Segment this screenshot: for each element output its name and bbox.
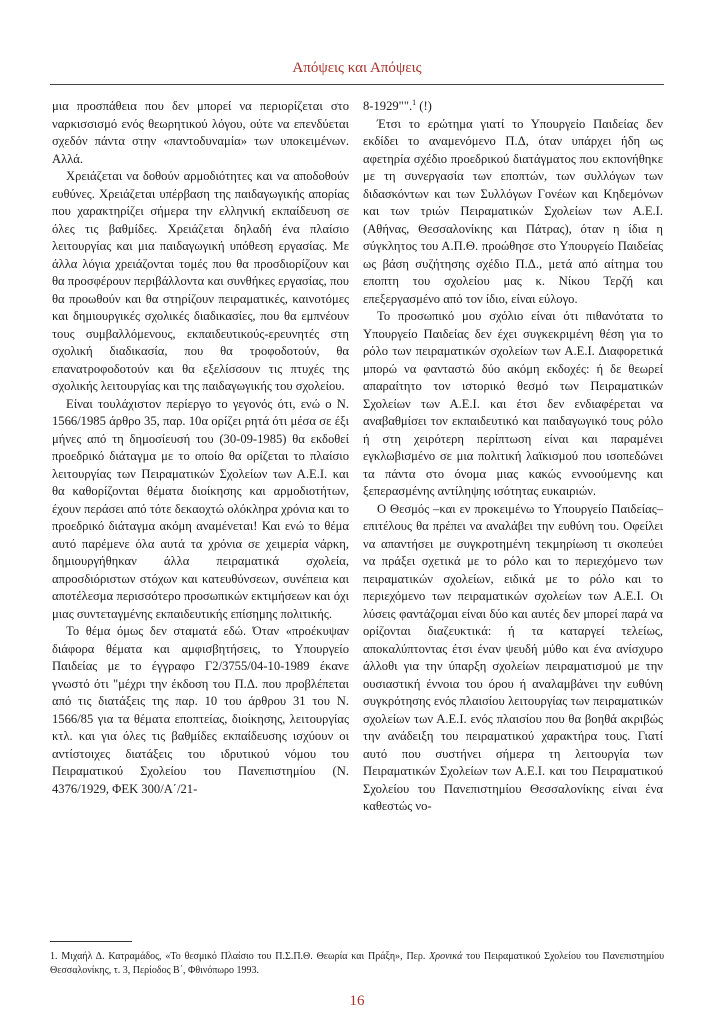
footnote-marker: 1 [412, 97, 417, 107]
footnote-author: Μιχαήλ Δ. Κατραμάδος, [61, 951, 162, 962]
paragraph: Το προσωπικό μου σχόλιο είναι ότι πιθανότατα το Υπουργείο Παιδείας δεν έχει συγκεκριμένη θέση για το ρόλο των πειραματικών σχολείων των Α.Ε.Ι. Διαφορετικά μπορώ να φανταστώ δύο ακόμη εκδοχές: ή δε θεωρεί απαραίτητο τον ιστορικό θεσμό των Πειραματικών Σχολείων των Α.Ε.Ι. και έτσι δεν ενδιαφέρεται να αναβαθμίσει τον εκπαιδευτικό και παιδαγωγικό τους ρόλο ή στη χειρότερη περίπτωση είναι και παραμένει εγκλωβισμένο σε μια πολιτική λαϊκισμού που ισοπεδώνει τα πάντα στο όνομα μιας κακώς εννοούμενης και ξεπερασμένης αντίληψης ισότητας ευκαιριών. [363, 309, 663, 498]
paragraph: μια προσπάθεια που δεν μπορεί να περιορίζεται στο ναρκισσισμό ενός θεωρητικού λόγου, ούτε να επενδύεται σχεδόν πάντα στην «παντοδυναμία» των υποκειμένων. Αλλά. [52, 99, 349, 166]
footnote-number: 1. [50, 951, 58, 962]
right-column [363, 98, 663, 816]
paragraph: Ο Θεσμός –και εν προκειμένω το Υπουργείο Παιδείας– επιτέλους θα πρέπει να αναλάβει την ευθύνη του. Οφείλει να απαντήσει με συγκροτημένη τεκμηρίωση τι σκοπεύει να πράξει σχετικά με το ρόλο και το περιεχόμενο των πειραματικών σχολείων, ειδικά με το ρόλο και το περιεχόμενο των πειραματικών σχολείων των Α.Ε.Ι. Οι λύσεις φαντάζομαι είναι δύο και αυτές δεν μπορεί παρά να ορίζονται διαζευκτικά: ή τα καταργεί τελείως, αποκαλύπτοντας έτσι έναν ψευδή μύθο και ένα ανίσχυρο άλλοθι για την ύπαρξη σχολείων πειραματισμού με την ουσιαστική έννοια του όρου ή αναλαμβάνει την ευθύνη συγκρότησης ενός πλαισίου λειτουργίας των πειραματικών σχολείων των Α.Ε.Ι. ενός πλαισίου που θα βοηθά ακριβώς την ανάδειξη του πειραματικού χαρακτήρα τους. Γιατί αυτό που συστήνει σήμερα τη λειτουργία των Πειραματικών Σχολείων των Α.Ε.Ι. και του Πειραματικού Σχολείου του Πανεπιστημίου Θεσσαλονίκης είναι ένα καθεστώς νο- [363, 501, 663, 813]
footnote-rule [50, 941, 132, 942]
footnote-source-suffix: του Πειραματικού Σχολείου του Πανεπιστημίου Θεσσαλονίκης, τ. 3, Περίοδος Β΄, Φθινόπωρο 1993. [50, 951, 665, 976]
exclamation-text: (!) [416, 99, 432, 113]
footnote-journal: Χρονικά [429, 951, 463, 962]
quote-fragment: 8-1929"". [363, 99, 413, 113]
header-rule [50, 84, 664, 85]
paragraph: Έτσι το ερώτημα γιατί το Υπουργείο Παιδείας δεν εκδίδει το αναμενόμενο Π.Δ, όταν υπάρχει ήδη ως αφετηρία σχέδιο προεδρικού διατάγματος που εκπονήθηκε με τη συνεργασία των εποπτών, των συλλόγων των διδασκόντων και των Συλλόγων Γονέων και Κηδεμόνων και των τριών Πειραματικών Σχολείων των Α.Ε.Ι. (Αθήνας, Θεσσαλονίκης και Πάτρας), όταν η ίδια η σύγκλητος του Α.Π.Θ. προώθησε στο Υπουργείο Παιδείας ως βάση συζήτησης σχέδιο Π.Δ., μετά από αίτημα του εποπτη του σχολείου μας κ. Νίκου Τερζή και επεξεργασμένο από τον ίδιο, είναι εύλογο. [363, 116, 663, 306]
footnote-source-prefix: Περ. [406, 951, 426, 962]
left-column [52, 98, 349, 798]
footnote-title: «Το θεσμικό Πλαίσιο του Π.Σ.Π.Θ. Θεωρία και Πράξη», [165, 951, 403, 962]
footnote [50, 950, 664, 978]
page-number: 16 [349, 993, 365, 1009]
paragraph: Χρειάζεται να δοθούν αρμοδιότητες και να αποδοθούν ευθύνες. Χρειάζεται υπέρβαση της παιδαγωγικής απορίας που χαρακτηρίζει σήμερα την ελληνική εκπαίδευση σε όλες τις βαθμίδες. Χρειάζεται δηλαδή ένα πλαίσιο λειτουργίας και μια παιδαγωγική υπόθεση εργασίας. Με άλλα λόγια χρειάζονται τομές που θα προσδιορίζουν και θα προσφέρουν περιβάλλοντα και συνθήκες εργασίας, που θα προωθούν και θα στηρίζουν πειραματικές, καινοτόμες και δημιουργικές σχολικές διαδικασίες, που θα εμπνέουν τους συμβαλλόμενους, εκπαιδευτικούς-ερευνητές στη σχολική διαδικασία, που θα τροφοδοτούν, θα επανατροφοδοτούν και θα εξελίσσουν τις πτυχές της σχολικής λειτουργίας και της παιδαγωγικής του σχολείου. [52, 169, 349, 393]
paragraph: Το θέμα όμως δεν σταματά εδώ. Όταν «προέκυψαν διάφορα θέματα και αμφισβητήσεις, το Υπουργείο Παιδείας με το έγγραφο Γ2/3755/04-10-1989 έκανε γνωστό ότι "μέχρι την έκδοση του Π.Δ. που προβλέπεται από τις διατάξεις της παρ. 10 του άρθρου 31 του Ν. 1566/85 για τα θέματα εποπτείας, διοίκησης, λειτουργίας κτλ. και για όλες τις βαθμίδες εκπαίδευσης ισχύουν οι αντίστοιχες διατάξεις του ιδρυτικού νόμου του Πειραματικού Σχολείου του Πανεπιστημίου (Ν. 4376/1929, ΦΕΚ 300/Α΄/21- [52, 624, 349, 796]
paragraph: Είναι τουλάχιστον περίεργο το γεγονός ότι, ενώ ο Ν. 1566/1985 άρθρο 35, παρ. 10α ορίζει ρητά ότι μέσα σε έξι μήνες από τη δημοσίευσή του (30-09-1985) θα εκδοθεί προεδρικό διάταγμα με το οποίο θα ορίζεται το πλαίσιο λειτουργίας των Πειραματικών Σχολείων των Α.Ε.Ι. και θα καθορίζονται θέματα διοίκησης και αρμοδιοτήτων, έχουν περάσει από τότε δεκαοχτώ ολόκληρα χρόνια και το προεδρικό διάταγμα ακόμη αναμένεται! Και ενώ το θέμα αυτό παρέμενε όλα αυτά τα χρόνια σε χειμερία νάρκη, δημιουργήθηκαν άλλα πειραματικά σχολεία, απροσδιόριστων στόχων και κατευθύνσεων, συνέπεια και αποτέλεσμα περισσότερο προσωπικών εκτιμήσεων και όχι μιας συντεταγμένης εκπαιδευτικής επίσημης πολιτικής. [52, 396, 349, 621]
running-title: Απόψεις και Απόψεις [292, 60, 422, 76]
paragraph-continuation [363, 98, 663, 116]
